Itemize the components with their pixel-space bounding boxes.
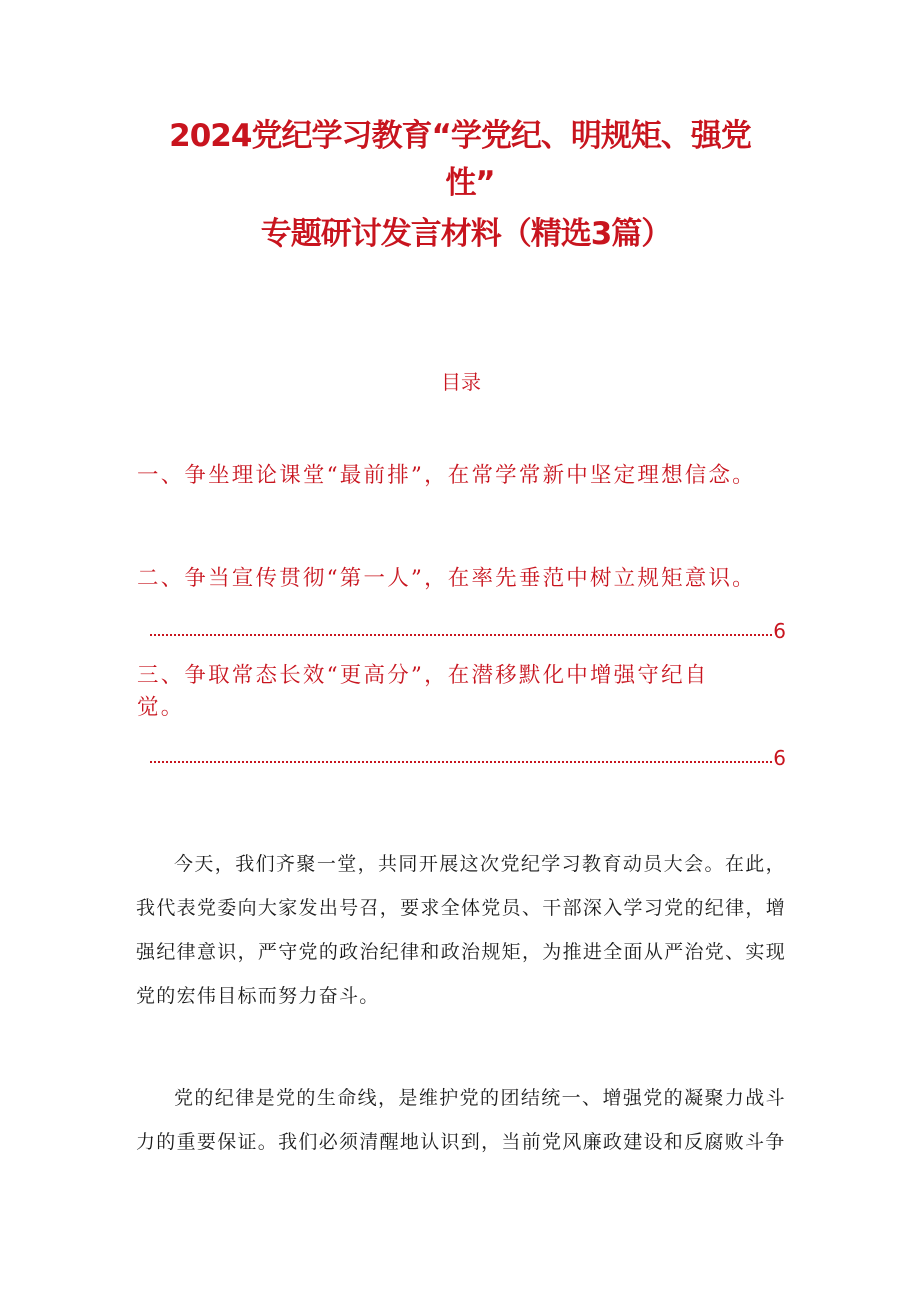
toc-entry-3-continuation[interactable]: 觉。 bbox=[137, 695, 185, 720]
dot-leader bbox=[150, 761, 772, 763]
dot-leader bbox=[150, 634, 772, 636]
toc-entry-2-page-number: 6 bbox=[773, 619, 786, 643]
toc-heading: 目录 bbox=[441, 370, 481, 394]
toc-entry-3-page-number: 6 bbox=[773, 746, 786, 770]
document-title-line-1: 2024党纪学习教育“学党纪、明规矩、强党 bbox=[169, 118, 751, 154]
toc-entry-1[interactable]: 一、争坐理论课堂“最前排”，在常学常新中坚定理想信念。 bbox=[137, 463, 756, 488]
document-title-line-2: 性” bbox=[445, 165, 495, 201]
body-paragraph-2: 党的纪律是党的生命线，是维护党的团结统一、增强党的凝聚力战斗力的重要保证。我们必须清醒地认识到，当前党风廉政建设和反腐败斗争 bbox=[136, 1087, 786, 1153]
toc-entry-3[interactable]: 三、争取常态长效“更高分”，在潜移默化中增强守纪自 bbox=[137, 663, 709, 688]
toc-entry-3-leader bbox=[150, 744, 786, 768]
toc-entry-2[interactable]: 二、争当宣传贯彻“第一人”，在率先垂范中树立规矩意识。 bbox=[137, 566, 756, 591]
body-paragraph-1: 今天，我们齐聚一堂，共同开展这次党纪学习教育动员大会。在此，我代表党委向大家发出号召，要求全体党员、干部深入学习党的纪律，增强纪律意识，严守党的政治纪律和政治规矩，为推进全面从严治党、实现党的宏伟目标而努力奋斗。 bbox=[136, 853, 786, 1007]
document-subtitle: 专题研讨发言材料（精选3篇） bbox=[260, 216, 672, 252]
toc-entry-2-leader bbox=[150, 617, 786, 641]
